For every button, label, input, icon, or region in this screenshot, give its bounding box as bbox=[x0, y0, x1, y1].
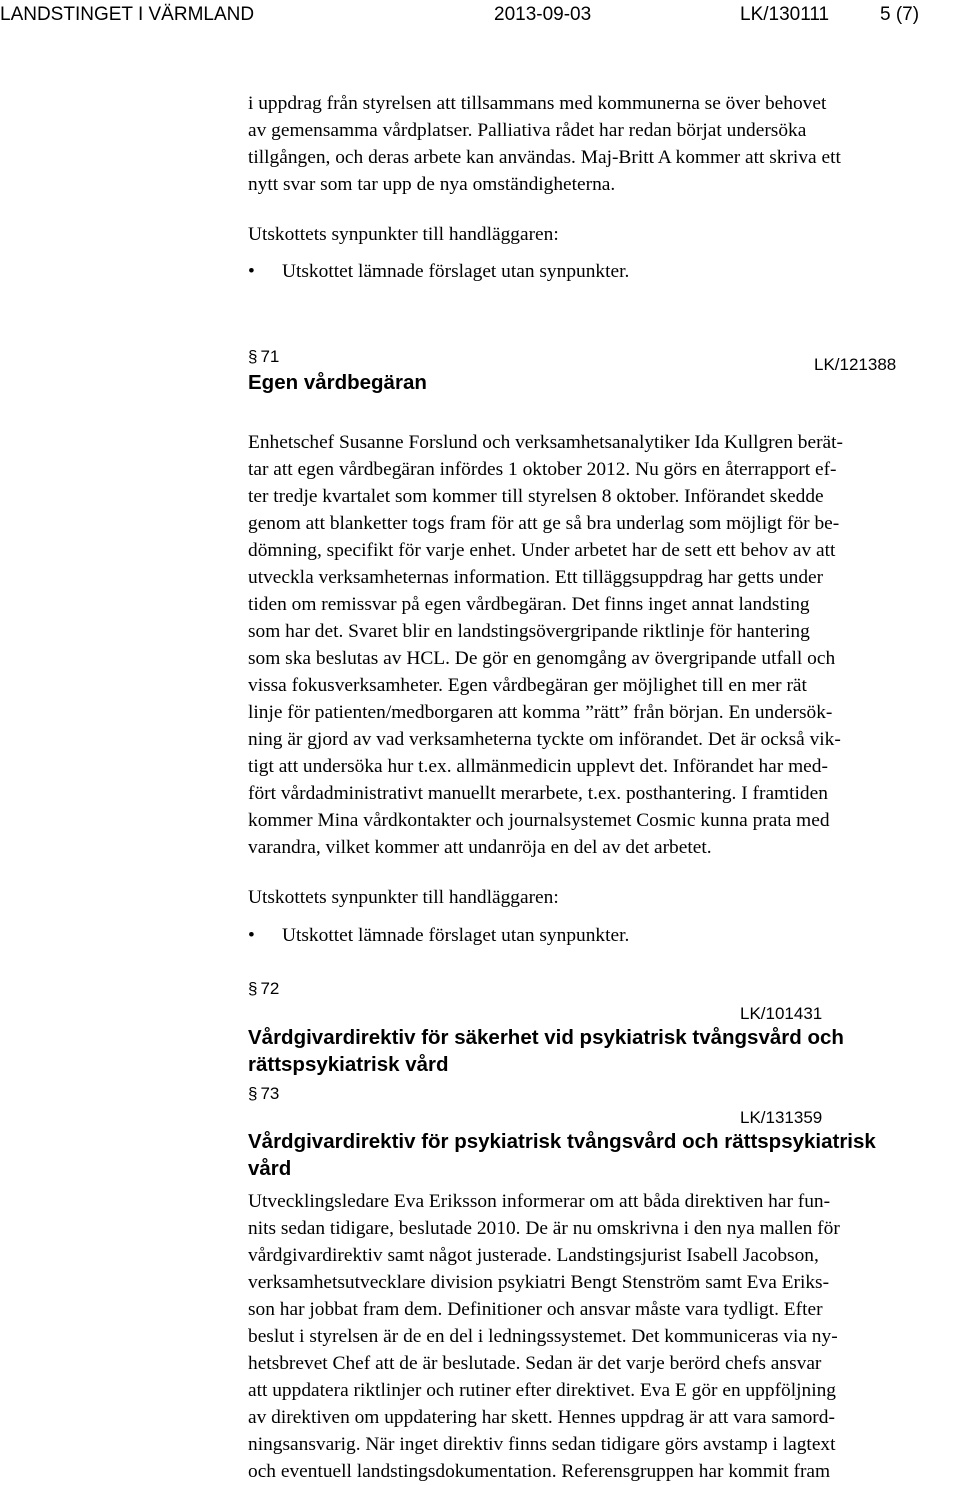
text-line: Utvecklingsledare Eva Eriksson informerar om att båda direktiven har fun- bbox=[248, 1191, 831, 1212]
section-number-value: 72 bbox=[260, 979, 280, 998]
text-line: vårdgivardirektiv samt något justerade. Landstingsjurist Isabell Jacobson, bbox=[248, 1245, 819, 1266]
text-line: att uppdatera riktlinjer och rutiner efter direktivet. Eva E gör en uppföljning bbox=[248, 1380, 836, 1401]
header-reference: LK/130111 bbox=[740, 4, 830, 25]
text-line: ningsansvarig. När inget direktiv finns sedan tidigare görs avstamp i lagtext bbox=[248, 1434, 836, 1455]
section-reference: LK/101431 bbox=[740, 1004, 823, 1023]
text-line: ning är gjord av vad verksamheterna tyckte om införandet. Det är också vik- bbox=[248, 729, 841, 750]
section-title: rättspsykiatrisk vård bbox=[248, 1053, 449, 1076]
section-title: vård bbox=[248, 1157, 292, 1180]
text-line: linje för patienten/medborgaren att komma ”rätt” från början. En undersök- bbox=[248, 702, 833, 723]
text-line: tigt att undersöka hur t.ex. allmänmedicin upplevt det. Införandet har med- bbox=[248, 756, 828, 777]
text-line: beslut i styrelsen är de en del i ledningssystemet. Det kommuniceras via ny- bbox=[248, 1326, 838, 1347]
text-line: tiden om remissvar på egen vårdbegäran. Det finns inget annat landsting bbox=[248, 594, 810, 615]
text-line: utveckla verksamheternas information. Ett tilläggsuppdrag har getts under bbox=[248, 567, 824, 588]
opinion-text: Utskottet lämnade förslaget utan synpunkter. bbox=[282, 925, 630, 946]
text-line: ter tredje kvartalet som kommer till styrelsen 8 oktober. Införandet skedde bbox=[248, 486, 824, 507]
text-line: av gemensamma vårdplatser. Palliativa rådet har redan börjat undersöka bbox=[248, 120, 807, 141]
text-line: kommer Mina vårdkontakter och journalsystemet Cosmic kunna prata med bbox=[248, 810, 830, 831]
paragraph-symbol: § bbox=[248, 979, 258, 998]
section-title: Vårdgivardirektiv för säkerhet vid psykiatrisk tvångsvård och bbox=[248, 1026, 844, 1049]
section-number-value: 73 bbox=[260, 1084, 280, 1103]
text-line: och eventuell landstingsdokumentation. Referensgruppen har kommit fram bbox=[248, 1461, 831, 1482]
bullet-icon: • bbox=[248, 261, 255, 282]
paragraph-symbol: § bbox=[248, 347, 258, 366]
header-date: 2013-09-03 bbox=[494, 4, 592, 25]
section-reference: LK/131359 bbox=[740, 1108, 823, 1127]
section-number bbox=[248, 346, 279, 368]
text-line: som ska beslutas av HCL. De gör en genomgång av övergripande utfall och bbox=[248, 648, 836, 669]
text-line: verksamhetsutvecklare division psykiatri Bengt Stenström samt Eva Eriks- bbox=[248, 1272, 830, 1293]
header-organization: LANDSTINGET I VÄRMLAND bbox=[0, 4, 255, 25]
opinion-text: Utskottet lämnade förslaget utan synpunkter. bbox=[282, 261, 630, 282]
text-line: tillgången, och deras arbete kan användas. Maj-Britt A kommer att skriva ett bbox=[248, 147, 841, 168]
text-line: som har det. Svaret blir en landstingsövergripande riktlinje för hantering bbox=[248, 621, 810, 642]
section-title: Egen vårdbegäran bbox=[248, 371, 427, 394]
section-number bbox=[248, 1083, 279, 1105]
committee-opinion-heading: Utskottets synpunkter till handläggaren: bbox=[248, 224, 559, 245]
text-line: fört vårdadministrativt manuellt merarbete, t.ex. posthantering. I framtiden bbox=[248, 783, 828, 804]
text-line: genom att blanketter togs fram för att ge så bra underlag som möjligt för be- bbox=[248, 513, 840, 534]
text-line: hetsbrevet Chef att de är beslutade. Sedan är det varje berörd chefs ansvar bbox=[248, 1353, 822, 1374]
text-line: nits sedan tidigare, beslutade 2010. De är nu omskrivna i den nya mallen för bbox=[248, 1218, 840, 1239]
text-line: Enhetschef Susanne Forslund och verksamhetsanalytiker Ida Kullgren berät- bbox=[248, 432, 844, 453]
bullet-icon: • bbox=[248, 925, 255, 946]
text-line: nytt svar som tar upp de nya omständigheterna. bbox=[248, 174, 616, 195]
paragraph-symbol: § bbox=[248, 1084, 258, 1103]
text-line: tar att egen vårdbegäran infördes 1 oktober 2012. Nu görs en återrapport ef- bbox=[248, 459, 837, 480]
section-title: Vårdgivardirektiv för psykiatrisk tvångsvård och rättspsykiatrisk bbox=[248, 1130, 876, 1153]
header-page-number: 5 (7) bbox=[880, 4, 920, 25]
text-line: dömning, specifikt för varje enhet. Under arbetet har de sett ett behov av att bbox=[248, 540, 836, 561]
text-line: i uppdrag från styrelsen att tillsammans med kommunerna se över behovet bbox=[248, 93, 827, 114]
section-number-value: 71 bbox=[260, 347, 280, 366]
text-line: varandra, vilket kommer att undanröja en del av det arbetet. bbox=[248, 837, 712, 858]
committee-opinion-heading: Utskottets synpunkter till handläggaren: bbox=[248, 887, 559, 908]
section-reference: LK/121388 bbox=[814, 355, 897, 374]
text-line: son har jobbat fram dem. Definitioner och ansvar måste vara tydligt. Efter bbox=[248, 1299, 823, 1320]
text-line: vissa fokusverksamheter. Egen vårdbegäran ger möjlighet till en mer rät bbox=[248, 675, 807, 696]
text-line: av direktiven om uppdatering har skett. Hennes uppdrag är att vara samord- bbox=[248, 1407, 835, 1428]
section-number bbox=[248, 978, 279, 1000]
